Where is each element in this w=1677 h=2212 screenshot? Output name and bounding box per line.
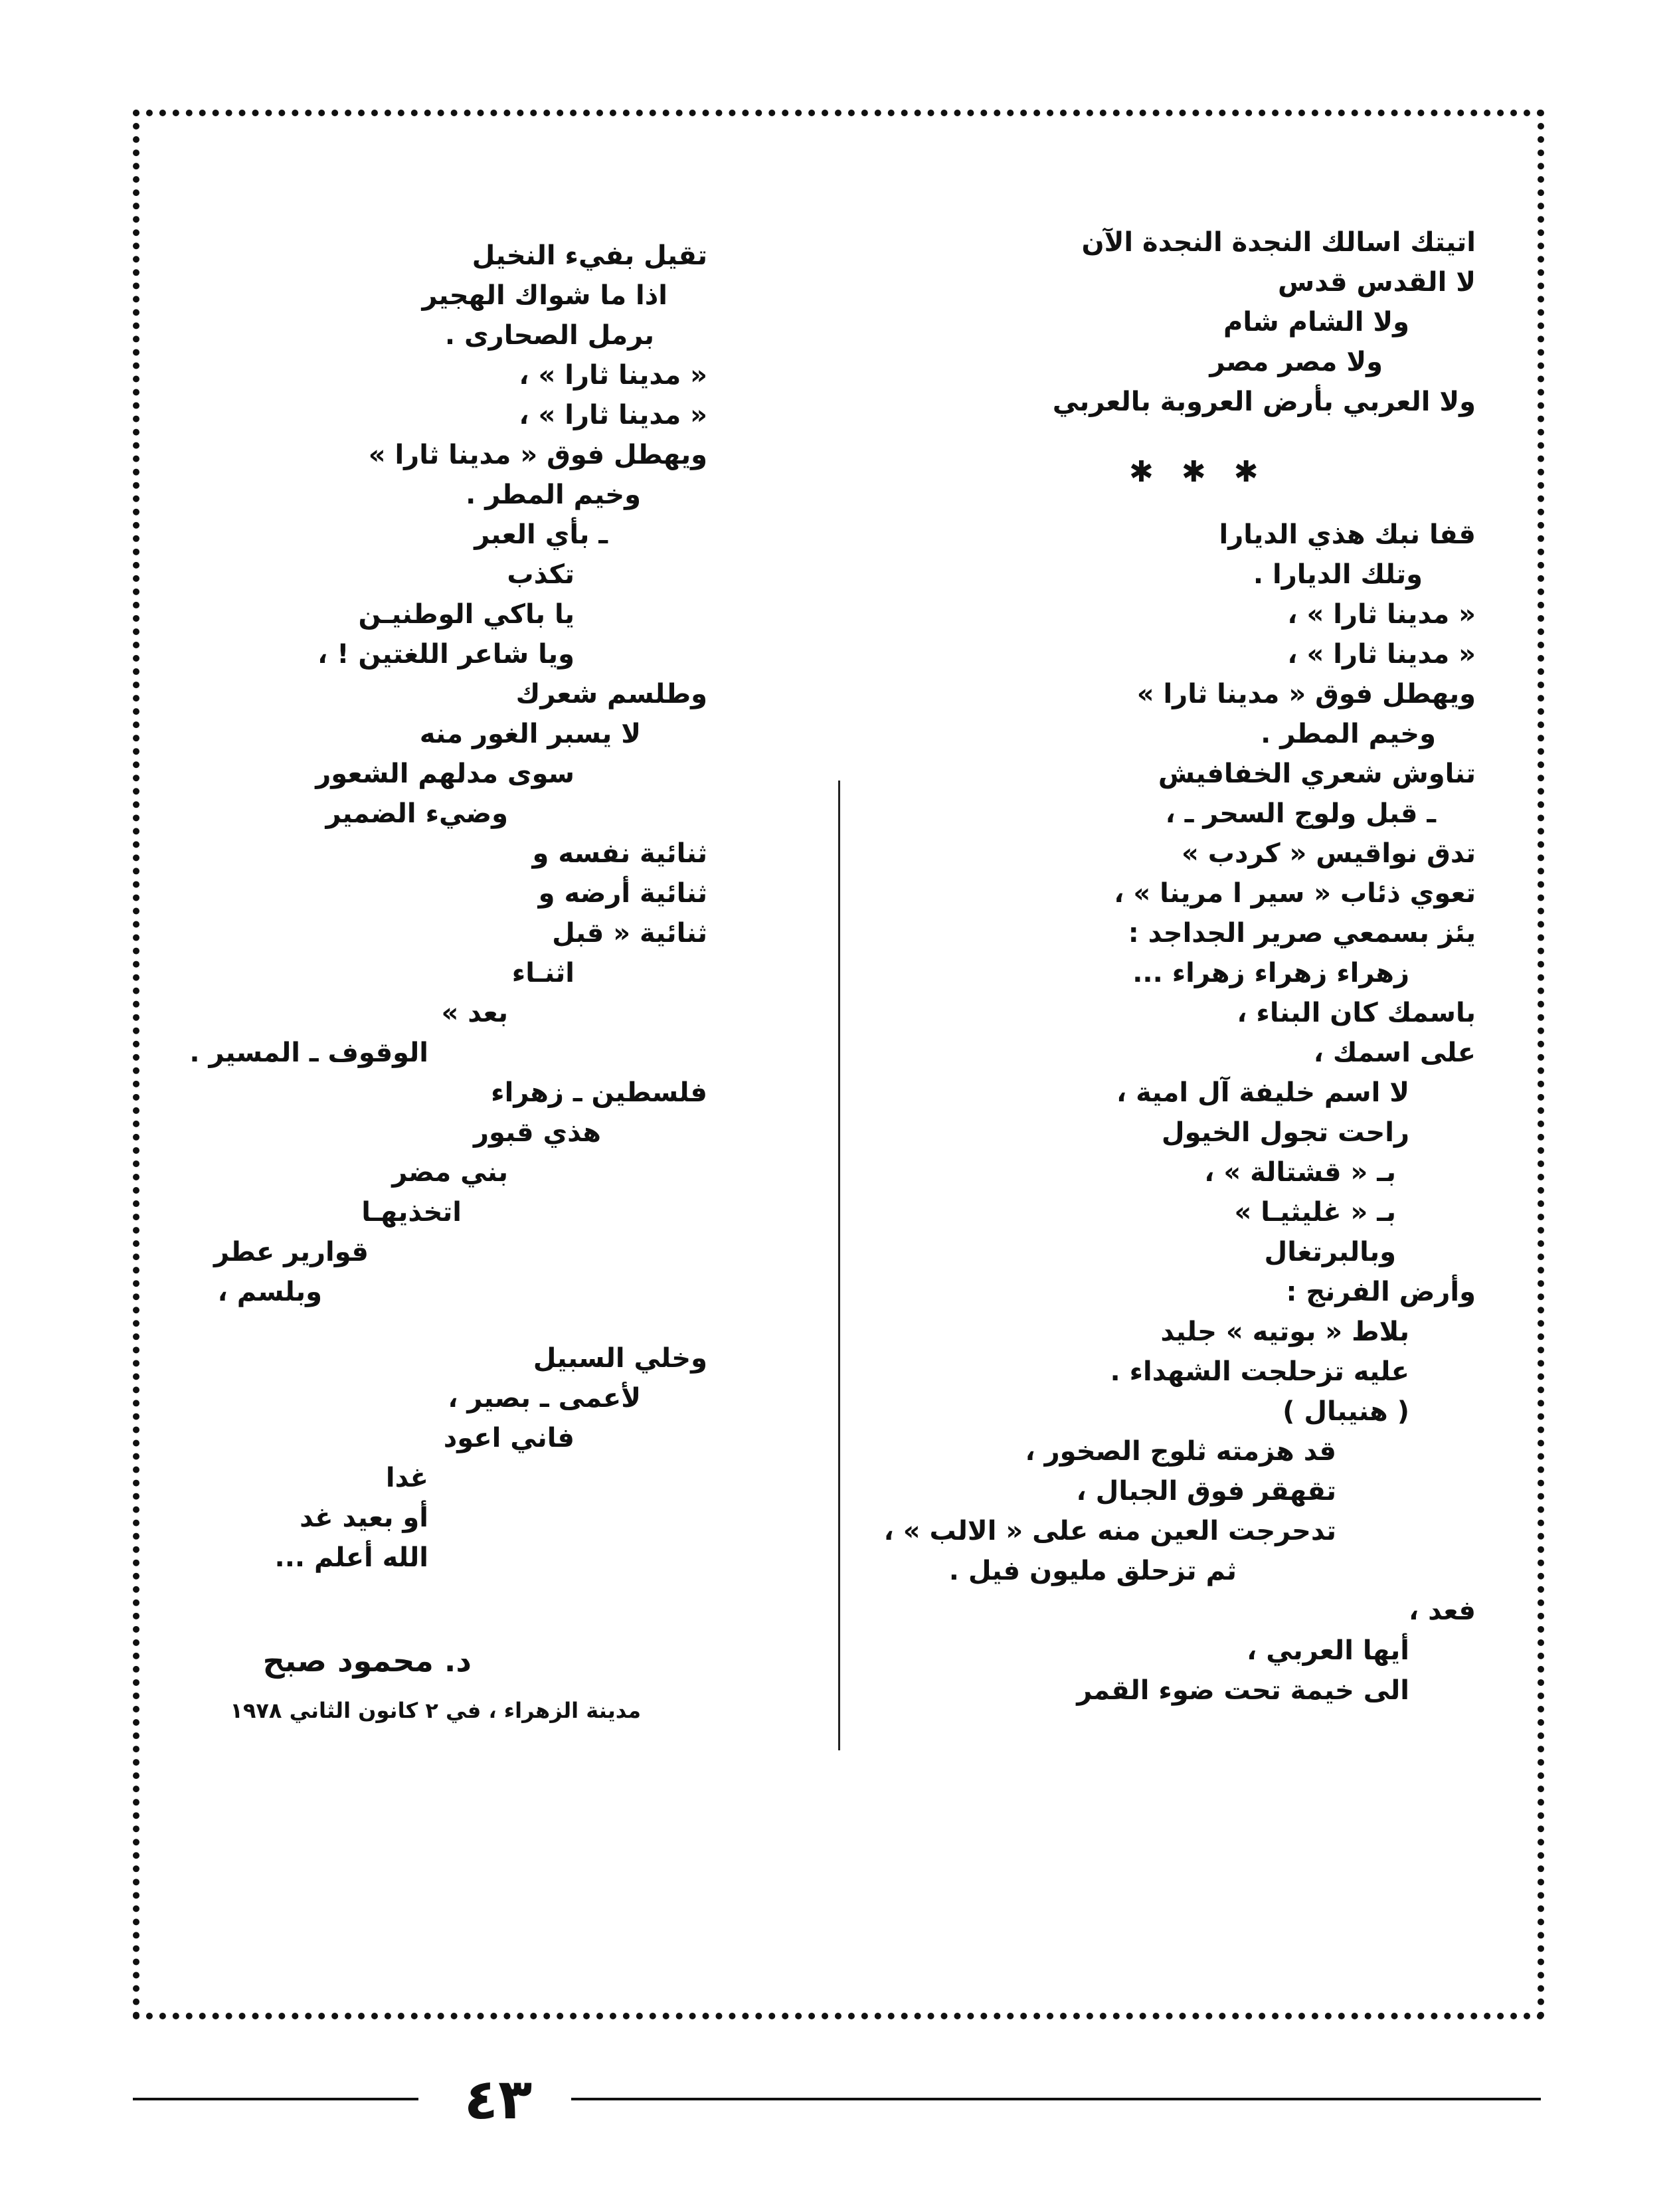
page-number: ٤٣: [464, 2067, 533, 2132]
poem-line: بـ « قشتالة » ،: [1204, 1157, 1396, 1188]
poem-line: تدق نواقيس « كردب »: [1181, 838, 1476, 869]
footer-rule-right: [571, 2098, 1541, 2100]
poem-left-column: [0, 0, 707, 2212]
poem-line: يئز بسمعي صرير الجداجد :: [1128, 918, 1476, 949]
poem-line: يا باكي الوطنيـن: [358, 599, 574, 630]
poem-line: « مدينا ثارا » ،: [519, 400, 707, 430]
poem-line: برمل الصحارى .: [444, 320, 654, 351]
poem-line: بلاط « بوتيه » جليد: [1160, 1317, 1409, 1347]
poem-line: فلسطين ـ زهراء: [491, 1077, 707, 1108]
poem-line: قد هزمته ثلوج الصخور ،: [1025, 1436, 1336, 1467]
poem-line: « مدينا ثارا » ،: [1287, 639, 1476, 670]
poem-line: ولا العربي بأرض العروبة بالعربي: [1052, 387, 1476, 417]
poem-line: باسمك كان البناء ،: [1237, 998, 1476, 1028]
poem-line: بني مضر: [392, 1157, 508, 1188]
poem-line: الى خيمة تحت ضوء القمر: [1077, 1675, 1409, 1706]
poem-line: لا اسم خليفة آل امية ،: [1116, 1077, 1409, 1108]
poem-line: بعد »: [441, 998, 508, 1028]
poem-line: وبالبرتغال: [1264, 1237, 1396, 1267]
poem-line: سوى مدلهم الشعور: [315, 759, 574, 789]
poem-line: هذي قبور: [473, 1117, 601, 1148]
section-stars: ✱ ✱ ✱: [1129, 455, 1268, 489]
poem-line: ثنائية أرضه و: [538, 878, 707, 909]
column-divider: [838, 781, 840, 1750]
poem-line: ويهطل فوق « مدينا ثارا »: [1136, 679, 1476, 709]
poem-line: لا القدس قدس: [1278, 267, 1476, 298]
poem-line: ويهطل فوق « مدينا ثارا »: [368, 440, 707, 470]
poem-line: وأرض الفرنج :: [1286, 1277, 1476, 1307]
poem-line: الله أعلم ...: [274, 1542, 428, 1573]
poem-line: ولا الشام شام: [1223, 307, 1409, 337]
poem-line: « مدينا ثارا » ،: [519, 360, 707, 391]
poem-line: ثم تزحلق مليون فيل .: [948, 1556, 1237, 1586]
poem-line: ولا مصر مصر: [1209, 347, 1383, 377]
poem-line: وخلي السبيل: [533, 1343, 707, 1374]
poem-line: أيها العربي ،: [1247, 1635, 1409, 1666]
poem-line: اذا ما شواك الهجير: [422, 280, 667, 311]
poem-line: ثنائية « قبل: [552, 918, 707, 949]
poem-line: تقهقر فوق الجبال ،: [1076, 1476, 1336, 1507]
poem-line: زهراء زهراء زهراء ...: [1132, 958, 1409, 988]
poem-line: تعوي ذئاب « سير ا مرينا » ،: [1114, 878, 1476, 909]
poem-line: وتلك الديارا .: [1253, 559, 1423, 590]
poem-line: وخيم المطر .: [1261, 719, 1436, 749]
poem-line: على اسمك ،: [1313, 1038, 1476, 1068]
poem-line: ـ قبل ولوج السحر ـ ،: [1165, 798, 1436, 829]
poem-line: راحت تجول الخيول: [1161, 1117, 1409, 1148]
poem-line: تكذب: [507, 559, 574, 590]
poem-line: الوقوف ـ المسير .: [189, 1038, 428, 1068]
poem-line: تدحرجت العين منه على « الالب » ،: [883, 1516, 1336, 1546]
poem-line: ( هنيبال ): [1282, 1396, 1409, 1427]
signature-place-date: مدينة الزهراء ، في ٢ كانون الثاني ١٩٧٨: [230, 1698, 641, 1723]
poem-line: تناوش شعري الخفافيش: [1158, 759, 1476, 789]
footer-rule-left: [133, 2098, 418, 2100]
poem-line: لا يسبر الغور منه: [419, 719, 641, 749]
poem-line: فعد ،: [1409, 1596, 1476, 1626]
poem-line: اثنـاء: [511, 958, 574, 988]
poem-line: لأعمى ـ بصير ،: [448, 1383, 641, 1414]
poem-line: وطلسم شعرك: [515, 679, 707, 709]
poem-line: ـ بأي العبر: [474, 519, 608, 550]
poem-line: وضيء الضمير: [325, 798, 508, 829]
poem-line: تقيل بفيء النخيل: [472, 240, 707, 271]
poem-line: قوارير عطر: [213, 1237, 369, 1267]
poem-line: أو بعيد غد: [300, 1503, 428, 1533]
poem-line: « مدينا ثارا » ،: [1287, 599, 1476, 630]
poem-line: اتيتك اسالك النجدة النجدة الآن: [1081, 227, 1476, 258]
poem-line: بـ « غليثيـا »: [1234, 1197, 1396, 1228]
poem-line: اتخذيهـا: [361, 1197, 462, 1228]
poem-line: ويا شاعر اللغتين ! ،: [317, 639, 574, 670]
author-signature: د. محمود صبح: [262, 1643, 472, 1679]
poem-line: وبلسم ،: [217, 1277, 322, 1307]
poem-line: فاني اعود: [443, 1423, 574, 1453]
poem-line: عليه تزحلجت الشهداء .: [1110, 1356, 1409, 1387]
poem-line: ثنائية نفسه و: [532, 838, 707, 869]
poem-line: قفا نبك هذي الديارا: [1219, 519, 1476, 550]
poem-line: وخيم المطر .: [466, 480, 641, 510]
poem-line: غدا: [385, 1463, 428, 1493]
